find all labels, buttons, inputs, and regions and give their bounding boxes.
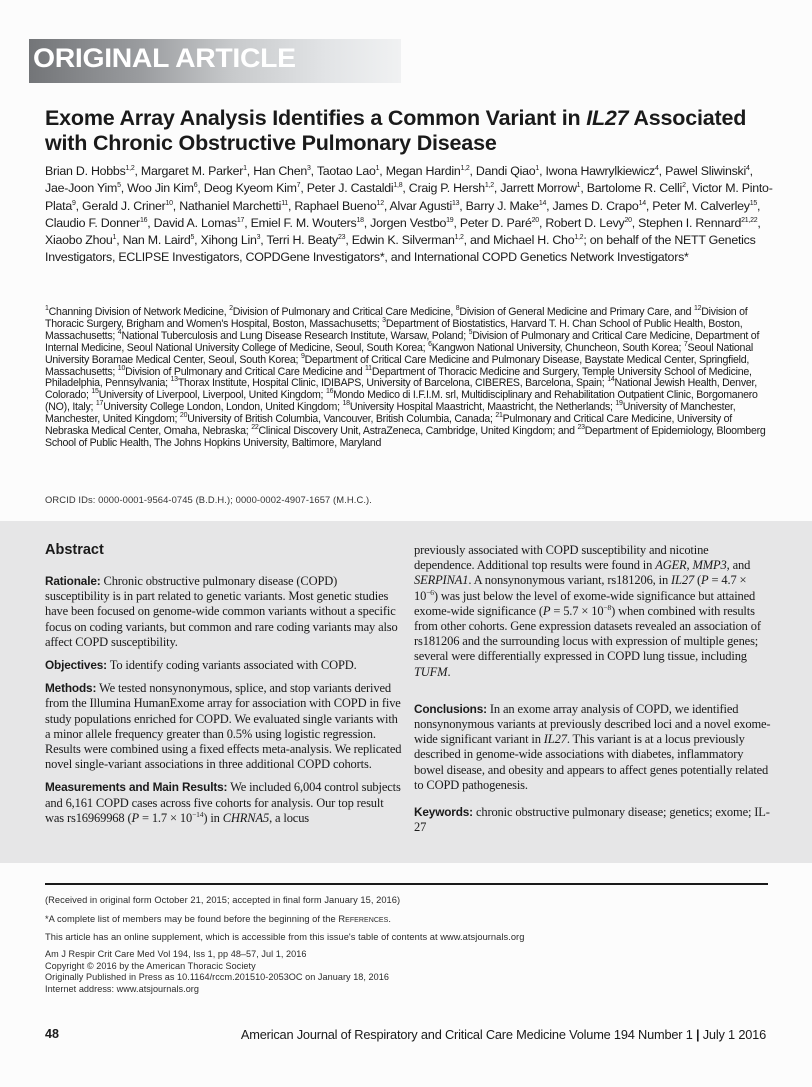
author-name: James D. Crapo [552,198,639,213]
author-name: Dandi Qiao [475,164,536,178]
author-name: Raphael Bueno [294,198,377,213]
author-name: Gerald J. Criner [82,198,166,213]
affiliation-number: 11 [365,364,372,372]
author-name: Xihong Lin [200,233,257,248]
affiliation-ref: 10 [165,199,173,207]
abstract-rationale [45,574,403,650]
author-name: Peter M. Calverley [652,198,750,213]
affiliation-number: 4 [117,328,122,336]
affiliation-ref: 1,2 [484,182,494,190]
author-name: Jorgen Vestbo [370,215,447,230]
affiliation-text: Division of Pulmonary and Critical Care Medicine, Department of Internal Medicine, Seoul National University College of Medicine, Seoul, South Korea; [45,329,760,354]
affiliation-number: 2 [229,305,233,312]
affiliation-ref: 3 [306,165,311,172]
section-label: Methods: [45,681,97,696]
affiliation-number: 14 [607,376,615,384]
affiliation-number: 5 [468,328,473,336]
affiliation-text: Division of Pulmonary and Critical Care Medicine, [232,306,456,318]
p-symbol: P [542,603,551,618]
author-name: Bartolome R. Celli [586,181,683,196]
authors-suffix: ; on behalf of the NETT Genetics Investigators, ECLIPSE Investigators, COPDGene Investigators*, and International COPD Genetics Network Investigators* [45,233,756,265]
author-name: Victor M. Pinto-Plata [45,181,773,213]
section-text: In an exome array analysis of COPD, we identified nonsynonymous variants at previously described loci and a novel exome-wide significant variant in [414,701,771,747]
author-name: Robert D. Levy [545,215,625,230]
affiliation-ref: 14 [638,199,646,207]
author-name: and Michael H. Cho [470,233,575,248]
note-text: . [388,913,392,924]
abstract-methods [45,681,403,772]
affiliation-ref: 7 [296,182,301,190]
affiliation-ref: 1 [112,234,117,242]
affiliation-text: Department of Epidemiology, Bloomberg School of Public Health, The Johns Hopkins University, Baltimore, Maryland [45,425,766,449]
author-name: Margaret M. Parker [140,164,244,178]
affiliation-text: Pulmonary and Critical Care Medicine, University of Nebraska Medical Center, Omaha, Nebraska; [45,413,732,438]
section-text: chronic obstructive pulmonary disease; genetics; exome; IL-27 [414,805,770,835]
orcid-ids: ORCID IDs: 0000-0001-9564-0745 (B.D.H.); 0000-0002-4907-1657 (M.H.C.). [45,494,372,505]
section-text: , [686,558,693,573]
affiliation-number: 21 [495,412,503,420]
affiliation-text: Mondo Medico di I.F.I.M. srl, Multidisciplinary and Rehabilitation Outpatient Clinic, Borgomanero (NO), Italy; [45,389,758,414]
abstract-objectives [45,658,403,673]
affiliation-text: Department of Biostatistics, Harvard T. H. Chan School of Public Health, Boston, Massachusetts; [45,317,743,342]
affiliation-ref: 14 [538,199,547,207]
affiliation-ref: 20 [531,216,539,224]
affiliation-ref: 15 [749,199,757,207]
section-text: Chronic obstructive pulmonary disease (COPD) susceptibility is in part related to genetic variants. Most genetic studies have been focused on genome-wide common variants without a specific focus on coding variants, but common and rare coding variants may also affect COPD susceptibility. [45,574,398,649]
section-label: Keywords: [414,805,473,820]
affiliation-number: 8 [455,305,460,312]
exponent: −6 [426,587,434,597]
title-part: Exome Array Analysis Identifies a Common Variant in [45,106,587,130]
doi-line: Originally Published in Press as 10.1164/rccm.201510-2053OC on January 18, 2016 [45,972,389,983]
note-text: *A complete list of members may be found before the beginning of the [45,913,339,924]
affiliation-ref: 18 [356,216,364,224]
author-name: Deog Kyeom Kim [203,181,297,196]
affiliation-text: National Jewish Health, Denver, Colorado; [45,377,757,402]
affiliation-ref: 11 [281,199,288,207]
affiliation-number: 19 [615,400,623,408]
abstract-results [45,780,403,826]
affiliation-ref: 1,2 [125,165,135,172]
affiliation-ref: 4 [746,165,750,172]
affiliation-ref: 1 [243,165,247,172]
affiliation-number: 23 [577,424,585,432]
affiliation-number: 16 [325,388,334,396]
affiliation-ref: 12 [376,199,384,207]
copyright: Copyright © 2016 by the American Thoracic Society [45,960,256,971]
affiliation-text: Division of Thoracic Surgery, Brigham and Women's Hospital, Boston, Massachusetts; [45,306,748,330]
gene-name: IL27 [671,573,695,588]
affiliation-ref: 5 [190,234,195,242]
author-name: Claudio F. Donner [45,215,140,230]
affiliation-number: 20 [179,412,188,420]
footnote-divider [45,883,768,885]
abstract-column-right [414,543,772,843]
affiliation-number: 10 [117,364,126,372]
article-title [45,106,775,156]
section-label: Rationale: [45,574,101,588]
abstract-column-left [45,574,403,826]
gene-name: AGER [655,558,687,573]
affiliation-ref: 2 [682,182,686,190]
gene-name: IL27 [543,732,567,747]
title-part: Associated with Chronic Obstructive Pulmonary Disease [45,106,747,155]
section-text: We included 6,004 control subjects and 6,161 COPD cases across five cohorts for analysis. Our top result was rs16969968 ( [45,780,401,825]
affiliation-ref: 4 [655,165,659,172]
issue-date: July 1 2016 [702,1027,766,1042]
author-name: Barry J. Make [465,198,539,213]
affiliation-ref: 1 [535,165,540,172]
gene-name: CHRNA5 [222,810,270,825]
abstract-results-continued [414,543,772,680]
affiliation-ref: 1 [576,182,581,190]
affiliation-ref: 19 [446,216,454,224]
author-name: Craig P. Hersh [408,181,485,196]
section-text: ( [694,573,702,588]
affiliation-text: University Hospital Maastricht, Maastricht, the Netherlands; [349,401,616,414]
gene-name: SERPINA1 [414,573,469,588]
title-gene: IL27 [586,106,629,130]
journal-name: American Journal of Respiratory and Critical Care Medicine Volume 194 Number 1 [240,1027,693,1042]
affiliation-ref: 9 [72,199,76,207]
affiliation-text: Department of Critical Care Medicine and Pulmonary Disease, Baystate Medical Center, Springfield, Massachusetts; [45,353,750,378]
affiliation-ref: 5 [117,182,121,190]
author-name: Peter J. Castaldi [306,181,394,196]
affiliation-number: 13 [170,376,178,384]
section-text: = 4.7 × 10 [414,573,747,603]
affiliation-ref: 1 [375,165,380,172]
author-name: Peter D. Paré [459,215,532,230]
author-name: Alvar Agusti [389,198,452,213]
affiliation-ref: 23 [338,234,346,242]
article-notes [45,893,775,949]
affiliation-number: 3 [382,316,386,324]
section-text: , and [726,558,751,573]
p-symbol: P [701,573,709,588]
received-date-note: (Received in original form October 21, 2015; accepted in final form January 15, 2016) [45,895,401,905]
affiliation-text: University of Manchester, Manchester, United Kingdom; [45,401,736,426]
abstract-conclusions [414,702,772,793]
section-text: We tested nonsynonymous, splice, and stop variants derived from the Illumina HumanExome array for association with COPD in five study populations enriched for COPD. We evaluated single variants with a minor allele frequency greater than 0.5% using logistic regression. Results were combined using a fixed effects meta-analysis. We replicated novel single-variant associations in three additional COPD cohorts. [45,681,402,772]
section-text: , a locus [269,810,310,825]
affiliation-text: University College London, London, United Kingdom; [103,401,343,414]
affiliation-number: 18 [342,400,350,408]
author-name: Edwin K. Silverman [351,233,455,248]
affiliation-text: Thorax Institute, Hospital Clinic, IDIBAPS, University of Barcelona, CIBERES, Barcelona, Spain; [177,377,608,390]
section-text: ) in [203,810,223,825]
affiliation-number: 7 [683,340,688,348]
page-number: 48 [45,1027,59,1041]
section-text: previously associated with COPD susceptibility and nicotine dependence. Additional top results were found in [414,543,709,573]
abstract-heading: Abstract [45,542,104,558]
author-name: Nathaniel Marchetti [179,198,282,213]
affiliation-number: 6 [428,340,432,348]
affiliation-number: 22 [251,424,259,432]
section-text: . This variant is at a locus previously described in genome-wide associations with diabetes, inflammatory bowel disease, and obesity and appears to affect genes potentially related to COPD pathogenesis. [414,732,769,792]
affiliation-number: 15 [91,388,99,396]
publication-info [45,949,389,995]
separator: | [695,1027,700,1042]
affiliation-ref: 13 [451,199,460,207]
affiliation-text: National Tuberculosis and Lung Disease Research Institute, Warsaw, Poland; [121,329,469,342]
affiliation-ref: 1,2 [460,165,470,172]
affiliation-text: Department of Thoracic Medicine and Surgery, Temple University School of Medicine, Philadelphia, Pennsylvania; [45,365,752,390]
affiliation-text: Kangwon National University, Chuncheon, South Korea; [431,341,684,354]
affiliation-ref: 20 [624,216,632,224]
author-name: Pawel Sliwinski [665,164,747,178]
affiliation-number: 12 [693,305,702,312]
section-text: . [447,664,451,679]
author-list: Brian D. Hobbs$^{1,2}$, Margaret M. Parker$^1$, Han Chen$^3$, Taotao Lao$^1$, Megan Hardin$^{1,2}$, Dandi Qiao$^1$, Iwona Hawrylkiewicz$^4$, Pawel Sliwinski$^4$, Jae-Joon Yim$^5$, Woo Jin Kim$^6$, Deog Kyeom Kim$^7$, Peter J. Castaldi$^{1,8}$, Craig P. Hersh$^{1,2}$, Jarrett Morrow$^1$, Bartolome R. Celli$^2$, Victor M. Pinto-Plata$^9$, Gerald J. Criner$^{10}$, Nathaniel Marchetti$^{11}$, Raphael Bueno$^{12}$, Alvar Agusti$^{13}$, Barry J. Make$^{14}$, James D. Crapo$^{14}$, Peter M. Calverley$^{15}$, Claudio F. Donner$^{16}$, David A. Lomas$^{17}$, Emiel F. M. Wouters$^{18}$, Jorgen Vestbo$^{19}$, Peter D. Paré$^{20}$, Robert D. Levy$^{20}$, Stephen I. Rennard$^{21,22}$, Xiaobo Zhou$^1$, Nan M. Laird$^5$, Xihong Lin$^3$, Terri H. Beaty$^{23}$, Edwin K. Silverman$^{1,2}$, and Michael H. Cho$^{1,2}$; on behalf of the NETT Genetics Investigators, ECLIPSE Investigators, COPDGene Investigators*, and International COPD Genetics Network Investigators* [45,164,773,265]
author-name: Jarrett Morrow [500,181,577,196]
section-text: ) was just below the level of exome-wide significance but attained exome-wide significance ( [414,588,756,618]
p-symbol: P [131,810,139,825]
author-name: Jae-Joon Yim [45,181,118,196]
affiliation-ref: 16 [139,216,148,224]
abstract-keywords [414,805,772,835]
section-text: To identify coding variants associated with COPD. [106,658,357,673]
affiliation-ref: 17 [236,216,245,224]
section-label: Measurements and Main Results: [45,780,228,795]
affiliation-text: Seoul National University Boramae Medical Center, Seoul, South Korea; [45,341,753,366]
author-name: Stephen I. Rennard [638,215,742,230]
affiliation-text: Division of Pulmonary and Critical Care Medicine and [125,365,366,378]
author-name: Nan M. Laird [122,233,191,248]
author-name: David A. Lomas [153,215,237,230]
affiliation-number: 9 [300,352,305,360]
affiliation-text: Clinical Discovery Unit, AstraZeneca, Cambridge, United Kingdom; and [258,425,578,438]
exponent: −14 [192,809,204,819]
affiliation-ref: 6 [193,182,198,190]
author-name: Xiaobo Zhou [45,233,113,248]
article-type-banner [29,39,401,83]
author-name: Taotao Lao [316,164,376,178]
section-text: = 5.7 × 10 [550,603,604,618]
citation: Am J Respir Crit Care Med Vol 194, Iss 1, pp 48–57, Jul 1, 2016 [45,949,307,959]
affiliation-ref: 3 [256,234,261,242]
article-type-label: ORIGINAL ARTICLE [33,43,296,73]
affiliation-text: Channing Division of Network Medicine, [48,306,230,318]
affiliation-ref: 1,8 [393,182,403,190]
author-name: Iwona Hawrylkiewicz [545,164,656,178]
section-label: Objectives: [45,658,107,673]
exponent: −8 [603,602,612,612]
author-name: Brian D. Hobbs [45,164,126,178]
author-name: Emiel F. M. Wouters [250,215,357,230]
running-footer [241,1027,766,1042]
section-text: . A nonsynonymous variant, rs181206, in [468,573,672,588]
affiliation-ref: 1,2 [454,234,464,242]
affiliations [45,307,775,450]
members-note [45,912,775,931]
references-link[interactable]: References [338,913,389,924]
author-name: Han Chen [253,164,307,178]
affiliation-text: University of British Columbia, Vancouver, British Columbia, Canada; [187,413,496,426]
affiliation-text: University of Liverpool, Liverpool, United Kingdom; [98,389,326,402]
author-name: Terri H. Beaty [266,233,339,248]
affiliation-ref: 21,22 [741,216,758,224]
affiliation-number: 17 [95,400,104,408]
section-label: Conclusions: [414,701,487,716]
gene-name: MMP3 [692,558,727,573]
affiliation-ref: 1,2 [574,234,584,242]
affiliation-number: 1 [45,305,49,312]
gene-name: TUFM [414,664,448,679]
author-name: Megan Hardin [385,164,461,178]
author-name: Woo Jin Kim [127,181,194,196]
section-text: ) when combined with results from other cohorts. Gene expression datasets revealed an association of rs181206 and the surrounding locus with expression of multiple genes; several were differentially expressed in COPD lung tissue, including [414,603,761,664]
section-text: = 1.7 × 10 [138,810,193,825]
affiliation-text: Division of General Medicine and Primary Care, and [459,306,694,318]
supplement-note: This article has an online supplement, which is accessible from this issue's table of contents at www.atsjournals.org [45,932,525,942]
internet-address: Internet address: www.atsjournals.org [45,983,199,994]
